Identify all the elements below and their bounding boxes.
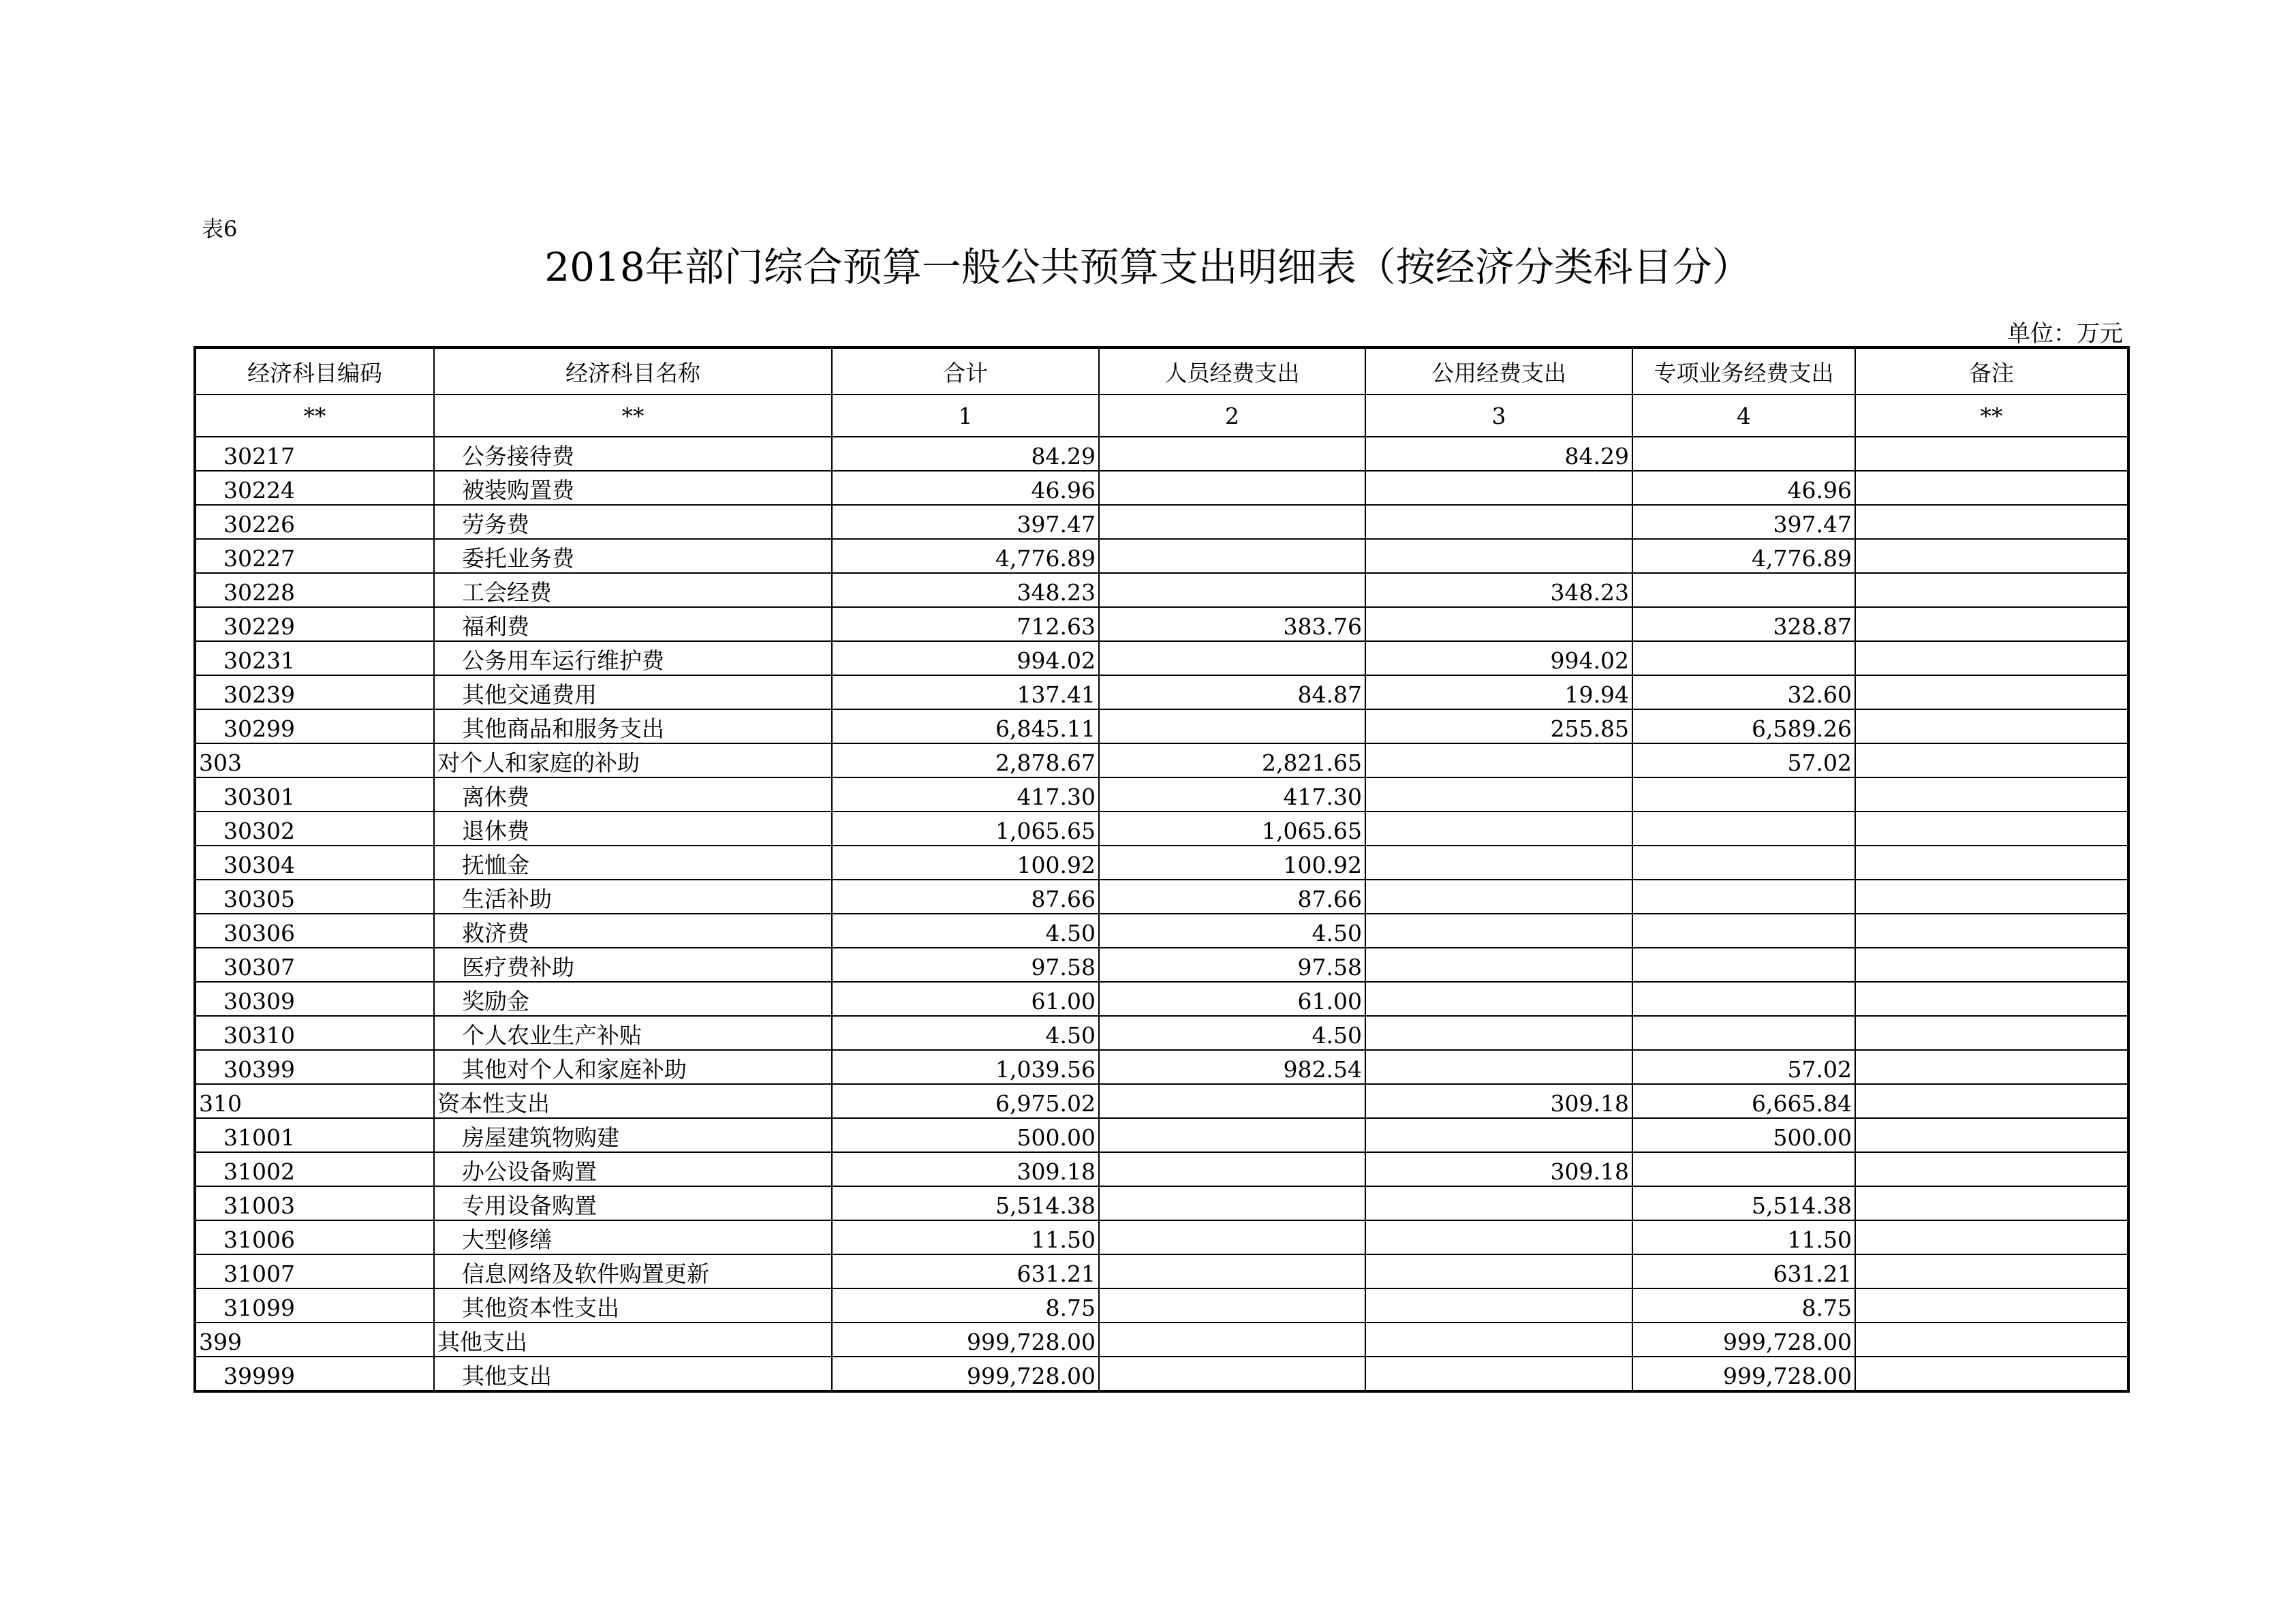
public-cell <box>1365 777 1632 812</box>
note-cell <box>1855 1152 2128 1186</box>
note-cell <box>1855 1050 2128 1084</box>
public-cell <box>1365 1186 1632 1220</box>
public-cell <box>1365 1288 1632 1323</box>
name-cell: 办公设备购置 <box>434 1152 832 1186</box>
total-cell: 5,514.38 <box>832 1186 1099 1220</box>
code-cell: 30307 <box>195 948 434 982</box>
code-cell: 30301 <box>195 777 434 812</box>
personnel-cell <box>1099 1220 1365 1254</box>
total-cell: 11.50 <box>832 1220 1099 1254</box>
personnel-cell: 61.00 <box>1099 982 1365 1016</box>
personnel-cell <box>1099 505 1365 539</box>
note-cell <box>1855 1016 2128 1050</box>
table-subheader-row <box>195 395 2128 437</box>
table-row <box>195 1152 2128 1186</box>
name-cell: 离休费 <box>434 777 832 812</box>
total-cell: 500.00 <box>832 1118 1099 1152</box>
code-cell: 31006 <box>195 1220 434 1254</box>
table-row <box>195 846 2128 880</box>
code-cell: 30299 <box>195 709 434 743</box>
personnel-cell: 1,065.65 <box>1099 812 1365 846</box>
public-cell <box>1365 914 1632 948</box>
code-cell: 30310 <box>195 1016 434 1050</box>
name-cell: 公务接待费 <box>434 437 832 471</box>
total-cell: 348.23 <box>832 573 1099 607</box>
code-cell: 31003 <box>195 1186 434 1220</box>
public-cell: 19.94 <box>1365 675 1632 709</box>
special-cell <box>1632 573 1855 607</box>
note-cell <box>1855 948 2128 982</box>
code-cell: 30302 <box>195 812 434 846</box>
special-cell <box>1632 437 1855 471</box>
personnel-cell <box>1099 1186 1365 1220</box>
personnel-cell <box>1099 1084 1365 1118</box>
name-cell: 福利费 <box>434 607 832 641</box>
code-cell: 310 <box>195 1084 434 1118</box>
table-row <box>195 437 2128 471</box>
code-cell: 30231 <box>195 641 434 675</box>
special-cell: 328.87 <box>1632 607 1855 641</box>
table-row <box>195 471 2128 505</box>
name-cell: 劳务费 <box>434 505 832 539</box>
special-cell <box>1632 948 1855 982</box>
table-row <box>195 1118 2128 1152</box>
total-cell: 712.63 <box>832 607 1099 641</box>
total-cell: 8.75 <box>832 1288 1099 1323</box>
table-row <box>195 1084 2128 1118</box>
table-row <box>195 709 2128 743</box>
name-cell: 医疗费补助 <box>434 948 832 982</box>
name-cell: 房屋建筑物购建 <box>434 1118 832 1152</box>
column-header-code: 经济科目编码 <box>195 347 434 395</box>
special-cell: 397.47 <box>1632 505 1855 539</box>
total-cell: 2,878.67 <box>832 743 1099 777</box>
personnel-cell <box>1099 539 1365 573</box>
personnel-cell <box>1099 1152 1365 1186</box>
unit-label: 单位：万元 <box>2007 320 2123 347</box>
name-cell: 退休费 <box>434 812 832 846</box>
personnel-cell: 417.30 <box>1099 777 1365 812</box>
note-cell <box>1855 471 2128 505</box>
total-cell: 631.21 <box>832 1254 1099 1288</box>
public-cell <box>1365 607 1632 641</box>
public-cell <box>1365 846 1632 880</box>
public-cell: 348.23 <box>1365 573 1632 607</box>
name-cell: 其他交通费用 <box>434 675 832 709</box>
code-cell: 31099 <box>195 1288 434 1323</box>
total-cell: 84.29 <box>832 437 1099 471</box>
public-cell <box>1365 880 1632 914</box>
total-cell: 6,975.02 <box>832 1084 1099 1118</box>
public-cell <box>1365 982 1632 1016</box>
table-row <box>195 914 2128 948</box>
special-cell: 46.96 <box>1632 471 1855 505</box>
personnel-cell: 2,821.65 <box>1099 743 1365 777</box>
subheader-cell: 2 <box>1099 395 1365 437</box>
special-cell <box>1632 982 1855 1016</box>
subheader-cell: ** <box>434 395 832 437</box>
note-cell <box>1855 437 2128 471</box>
public-cell <box>1365 1050 1632 1084</box>
note-cell <box>1855 743 2128 777</box>
subheader-cell: ** <box>195 395 434 437</box>
total-cell: 994.02 <box>832 641 1099 675</box>
table-row <box>195 573 2128 607</box>
personnel-cell <box>1099 1118 1365 1152</box>
page-title: 2018年部门综合预算一般公共预算支出明细表（按经济分类科目分） <box>544 244 1752 290</box>
note-cell <box>1855 777 2128 812</box>
special-cell: 11.50 <box>1632 1220 1855 1254</box>
total-cell: 999,728.00 <box>832 1323 1099 1357</box>
public-cell <box>1365 505 1632 539</box>
total-cell: 1,065.65 <box>832 812 1099 846</box>
special-cell: 631.21 <box>1632 1254 1855 1288</box>
note-cell <box>1855 880 2128 914</box>
total-cell: 4,776.89 <box>832 539 1099 573</box>
note-cell <box>1855 846 2128 880</box>
note-cell <box>1855 1323 2128 1357</box>
note-cell <box>1855 573 2128 607</box>
note-cell <box>1855 709 2128 743</box>
total-cell: 417.30 <box>832 777 1099 812</box>
name-cell: 委托业务费 <box>434 539 832 573</box>
table-row <box>195 1323 2128 1357</box>
personnel-cell: 87.66 <box>1099 880 1365 914</box>
name-cell: 个人农业生产补贴 <box>434 1016 832 1050</box>
special-cell: 57.02 <box>1632 1050 1855 1084</box>
public-cell <box>1365 539 1632 573</box>
public-cell <box>1365 743 1632 777</box>
code-cell: 31007 <box>195 1254 434 1288</box>
name-cell: 其他支出 <box>434 1357 832 1391</box>
subheader-cell: 4 <box>1632 395 1855 437</box>
total-cell: 4.50 <box>832 1016 1099 1050</box>
code-cell: 31001 <box>195 1118 434 1152</box>
note-cell <box>1855 982 2128 1016</box>
subheader-cell: 3 <box>1365 395 1632 437</box>
special-cell <box>1632 914 1855 948</box>
public-cell <box>1365 1118 1632 1152</box>
special-cell <box>1632 846 1855 880</box>
total-cell: 100.92 <box>832 846 1099 880</box>
personnel-cell: 100.92 <box>1099 846 1365 880</box>
column-header-name: 经济科目名称 <box>434 347 832 395</box>
code-cell: 30227 <box>195 539 434 573</box>
special-cell: 999,728.00 <box>1632 1323 1855 1357</box>
name-cell: 对个人和家庭的补助 <box>434 743 832 777</box>
name-cell: 救济费 <box>434 914 832 948</box>
public-cell: 255.85 <box>1365 709 1632 743</box>
table-body <box>195 437 2128 1391</box>
special-cell: 6,589.26 <box>1632 709 1855 743</box>
table-row <box>195 777 2128 812</box>
personnel-cell <box>1099 1357 1365 1391</box>
name-cell: 工会经费 <box>434 573 832 607</box>
public-cell <box>1365 812 1632 846</box>
name-cell: 专用设备购置 <box>434 1186 832 1220</box>
name-cell: 被装购置费 <box>434 471 832 505</box>
table-row <box>195 1050 2128 1084</box>
special-cell <box>1632 1152 1855 1186</box>
name-cell: 其他对个人和家庭补助 <box>434 1050 832 1084</box>
special-cell: 6,665.84 <box>1632 1084 1855 1118</box>
note-cell <box>1855 1357 2128 1391</box>
special-cell: 5,514.38 <box>1632 1186 1855 1220</box>
total-cell: 309.18 <box>832 1152 1099 1186</box>
code-cell: 30304 <box>195 846 434 880</box>
personnel-cell: 4.50 <box>1099 914 1365 948</box>
code-cell: 30224 <box>195 471 434 505</box>
table-row <box>195 812 2128 846</box>
name-cell: 公务用车运行维护费 <box>434 641 832 675</box>
special-cell: 500.00 <box>1632 1118 1855 1152</box>
name-cell: 奖励金 <box>434 982 832 1016</box>
public-cell: 994.02 <box>1365 641 1632 675</box>
table-row <box>195 982 2128 1016</box>
code-cell: 31002 <box>195 1152 434 1186</box>
personnel-cell <box>1099 471 1365 505</box>
name-cell: 信息网络及软件购置更新 <box>434 1254 832 1288</box>
table-row <box>195 743 2128 777</box>
personnel-cell <box>1099 1254 1365 1288</box>
public-cell: 84.29 <box>1365 437 1632 471</box>
note-cell <box>1855 914 2128 948</box>
note-cell <box>1855 675 2128 709</box>
note-cell <box>1855 1186 2128 1220</box>
column-header-note: 备注 <box>1855 347 2128 395</box>
public-cell <box>1365 1357 1632 1391</box>
code-cell: 30217 <box>195 437 434 471</box>
code-cell: 30399 <box>195 1050 434 1084</box>
note-cell <box>1855 1220 2128 1254</box>
name-cell: 抚恤金 <box>434 846 832 880</box>
column-header-public: 公用经费支出 <box>1365 347 1632 395</box>
table-row <box>195 505 2128 539</box>
special-cell: 32.60 <box>1632 675 1855 709</box>
special-cell <box>1632 641 1855 675</box>
note-cell <box>1855 1118 2128 1152</box>
note-cell <box>1855 539 2128 573</box>
special-cell: 57.02 <box>1632 743 1855 777</box>
personnel-cell <box>1099 437 1365 471</box>
name-cell: 其他商品和服务支出 <box>434 709 832 743</box>
public-cell <box>1365 1220 1632 1254</box>
code-cell: 399 <box>195 1323 434 1357</box>
subheader-cell: ** <box>1855 395 2128 437</box>
table-row <box>195 607 2128 641</box>
column-header-total: 合计 <box>832 347 1099 395</box>
table-number-label: 表6 <box>202 216 238 242</box>
personnel-cell: 982.54 <box>1099 1050 1365 1084</box>
public-cell <box>1365 1016 1632 1050</box>
note-cell <box>1855 641 2128 675</box>
total-cell: 61.00 <box>832 982 1099 1016</box>
name-cell: 大型修缮 <box>434 1220 832 1254</box>
special-cell: 8.75 <box>1632 1288 1855 1323</box>
personnel-cell <box>1099 573 1365 607</box>
table-header-row <box>195 347 2128 395</box>
column-header-special: 专项业务经费支出 <box>1632 347 1855 395</box>
personnel-cell <box>1099 1323 1365 1357</box>
public-cell <box>1365 948 1632 982</box>
code-cell: 30306 <box>195 914 434 948</box>
table-row <box>195 1288 2128 1323</box>
personnel-cell <box>1099 1288 1365 1323</box>
code-cell: 30229 <box>195 607 434 641</box>
total-cell: 137.41 <box>832 675 1099 709</box>
code-cell: 30228 <box>195 573 434 607</box>
table-row <box>195 539 2128 573</box>
personnel-cell: 84.87 <box>1099 675 1365 709</box>
total-cell: 6,845.11 <box>832 709 1099 743</box>
table-row <box>195 948 2128 982</box>
note-cell <box>1855 1084 2128 1118</box>
code-cell: 30239 <box>195 675 434 709</box>
personnel-cell <box>1099 709 1365 743</box>
total-cell: 4.50 <box>832 914 1099 948</box>
code-cell: 30309 <box>195 982 434 1016</box>
note-cell <box>1855 1288 2128 1323</box>
code-cell: 303 <box>195 743 434 777</box>
table-row <box>195 880 2128 914</box>
table-row <box>195 675 2128 709</box>
public-cell: 309.18 <box>1365 1152 1632 1186</box>
total-cell: 1,039.56 <box>832 1050 1099 1084</box>
total-cell: 999,728.00 <box>832 1357 1099 1391</box>
note-cell <box>1855 812 2128 846</box>
special-cell: 999,728.00 <box>1632 1357 1855 1391</box>
total-cell: 97.58 <box>832 948 1099 982</box>
name-cell: 生活补助 <box>434 880 832 914</box>
code-cell: 39999 <box>195 1357 434 1391</box>
subheader-cell: 1 <box>832 395 1099 437</box>
table-row <box>195 1357 2128 1391</box>
special-cell <box>1632 880 1855 914</box>
table-row <box>195 641 2128 675</box>
special-cell <box>1632 812 1855 846</box>
total-cell: 397.47 <box>832 505 1099 539</box>
table-row <box>195 1186 2128 1220</box>
code-cell: 30226 <box>195 505 434 539</box>
name-cell: 其他资本性支出 <box>434 1288 832 1323</box>
table-row <box>195 1254 2128 1288</box>
name-cell: 资本性支出 <box>434 1084 832 1118</box>
column-header-personnel: 人员经费支出 <box>1099 347 1365 395</box>
total-cell: 46.96 <box>832 471 1099 505</box>
special-cell <box>1632 1016 1855 1050</box>
name-cell: 其他支出 <box>434 1323 832 1357</box>
public-cell <box>1365 471 1632 505</box>
special-cell: 4,776.89 <box>1632 539 1855 573</box>
note-cell <box>1855 607 2128 641</box>
code-cell: 30305 <box>195 880 434 914</box>
public-cell <box>1365 1254 1632 1288</box>
public-cell: 309.18 <box>1365 1084 1632 1118</box>
personnel-cell <box>1099 641 1365 675</box>
note-cell <box>1855 1254 2128 1288</box>
note-cell <box>1855 505 2128 539</box>
table-row <box>195 1220 2128 1254</box>
public-cell <box>1365 1323 1632 1357</box>
table-row <box>195 1016 2128 1050</box>
special-cell <box>1632 777 1855 812</box>
personnel-cell: 383.76 <box>1099 607 1365 641</box>
personnel-cell: 97.58 <box>1099 948 1365 982</box>
personnel-cell: 4.50 <box>1099 1016 1365 1050</box>
total-cell: 87.66 <box>832 880 1099 914</box>
budget-table <box>193 346 2130 1393</box>
